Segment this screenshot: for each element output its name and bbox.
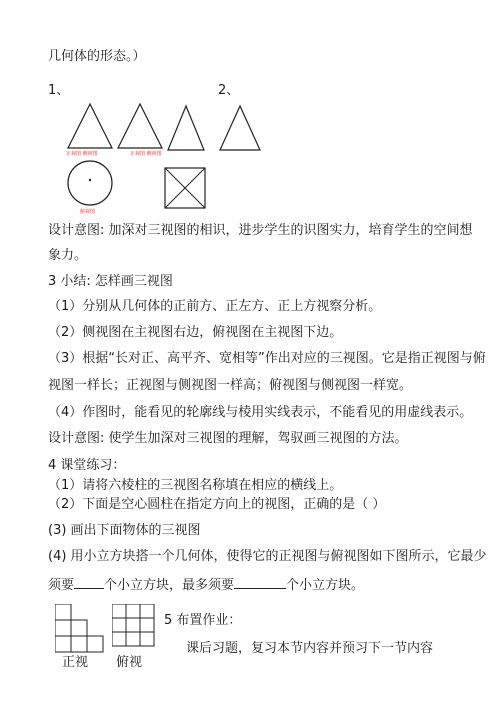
- summary-item-2: （2）侧视图在主视图右边，俯视图在主视图下边。: [48, 325, 343, 340]
- summary-title: 3 小结: 怎样画三视图: [48, 274, 173, 289]
- figure-2-red-labels: 正视图 侧视图: [130, 151, 162, 157]
- homework-body: 课后习题，复习本节内容并预习下一节内容: [186, 641, 434, 656]
- figure-1-top-red-label: 俯视图: [80, 209, 96, 215]
- summary-item-3b: 视图一样长；正视图与侧视图一样高；俯视图与侧视图一样宽。: [48, 378, 413, 393]
- front-view-triangle: [68, 104, 112, 148]
- summary-item-3a: （3）根据“长对正、高平齐、宽相等”作出对应的三视图。它是指正视图与俯: [48, 351, 486, 366]
- front-view-caption: 正视: [62, 655, 89, 670]
- min-cubes-blank: [74, 575, 104, 589]
- design-intent-1-cont: 象力。: [48, 248, 88, 263]
- homework-title: 5 布置作业：: [164, 613, 242, 628]
- side-view-triangle-2: [220, 106, 260, 150]
- cube-front-view: [55, 604, 115, 660]
- exercise-4b: [48, 575, 364, 595]
- side-view-triangle: [118, 104, 162, 148]
- design-intent-2: 设计意图: 使学生加深对三视图的理解，驾驭画三视图的方法。: [48, 431, 408, 446]
- exercise-4b-mid: 个小立方块，最多须要: [104, 578, 235, 593]
- item-number-2: 2、: [218, 83, 240, 98]
- max-cubes-blank: [234, 575, 286, 589]
- exercise-1: （1）请将六棱柱的三视图名称填在相应的横线上。: [48, 478, 343, 493]
- circle-center-dot: [89, 179, 91, 181]
- summary-item-1: （1）分别从几何体的正前方、正左方、正上方视察分析。: [48, 299, 382, 314]
- design-intent-1: 设计意图: 加深对三视图的相识，进步学生的识图实力，培育学生的空间想: [48, 223, 473, 238]
- front-view-triangle-2: [168, 106, 204, 150]
- cube-top-view: [112, 604, 172, 660]
- summary-item-4: （4）作图时，能看见的轮廓线与棱用实线表示，不能看见的用虚线表示。: [48, 405, 473, 420]
- figure-2-views: [160, 98, 280, 218]
- exercise-4b-pre: 须要: [48, 578, 75, 593]
- exercise-4b-post: 个小立方块。: [286, 578, 365, 593]
- item-number-1: 1、: [48, 83, 70, 98]
- top-view-caption: 俯视: [116, 655, 143, 670]
- figure-1-red-labels: 正视图 侧视图: [66, 151, 98, 157]
- exercise-3: (3) 画出下面物体的三视图: [48, 523, 201, 538]
- exercise-4a: (4) 用小立方块搭一个几何体，使得它的正视图与俯视图如下图所示，它最少: [48, 549, 487, 564]
- exercise-2: （2）下面是空心圆柱在指定方向上的视图，正确的是（ ）: [48, 497, 386, 512]
- top-view-circle: [68, 161, 112, 205]
- line-intro-tail: 几何体的形态。）: [48, 49, 146, 64]
- exercise-title: 4 课堂练习：: [48, 458, 126, 473]
